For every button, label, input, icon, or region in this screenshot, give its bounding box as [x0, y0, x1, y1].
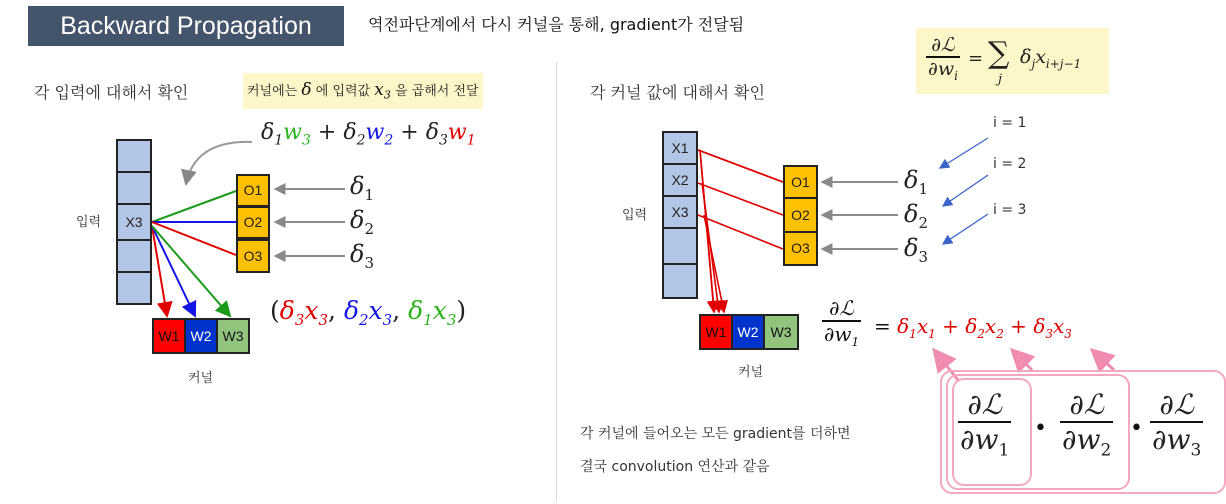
i-label-3: i = 3	[993, 202, 1027, 218]
left-input-cell	[116, 271, 152, 305]
right-input-x2: X2	[662, 163, 698, 197]
conclusion-line-1: 각 커널에 들어오는 모든 gradient를 더하면	[580, 426, 851, 442]
kernel-note: 커널에는 δ 에 입력값 $x_3$ 을 곱해서 전달	[243, 73, 483, 109]
weighted-sum-expression: $\delta_1w_3 + \delta_2w_2 + \delta_3w_1$	[261, 120, 476, 149]
right-delta-2: $\delta_2$	[904, 200, 928, 232]
left-heading: 각 입력에 대해서 확인	[34, 83, 189, 102]
left-input-cell	[116, 139, 152, 173]
general-gradient-formula: $\frac{\text{∂ℒ}}{\partial w_i}$ = ∑ j $\delta_jx_{i+j-1}$	[916, 28, 1109, 94]
left-input-label: 입력	[76, 215, 102, 230]
right-kernel-w2: W2	[731, 314, 765, 350]
left-delta-2: $\delta_2$	[350, 206, 374, 238]
dot-1: •	[1034, 416, 1047, 441]
grad-w1: $\frac{\text{∂ℒ}}{\partial w_1}$	[960, 388, 1010, 461]
right-input-x3: X3	[662, 195, 698, 229]
grad-w3: $\frac{\text{∂ℒ}}{\partial w_3}$	[1152, 388, 1202, 461]
right-kernel-w1: W1	[699, 314, 733, 350]
right-input-x1: X1	[662, 131, 698, 165]
i-label-1: i = 1	[993, 115, 1027, 131]
right-input-label: 입력	[622, 208, 648, 223]
left-kernel-w3: W3	[216, 318, 250, 354]
right-delta-3: $\delta_3$	[904, 234, 928, 266]
grad-w2: $\frac{\text{∂ℒ}}{\partial w_2}$	[1062, 388, 1112, 461]
i-label-2: i = 2	[993, 156, 1027, 172]
dot-2: •	[1130, 416, 1143, 441]
left-kernel-w2: W2	[184, 318, 218, 354]
left-delta-1: $\delta_1$	[350, 172, 374, 204]
right-delta-1: $\delta_1$	[904, 166, 928, 198]
left-output-o1: O1	[236, 174, 270, 207]
right-input-cell	[662, 227, 698, 265]
dl-dw1-sum: = $\delta_1x_1 + \delta_2x_2 + \delta_3x_3$	[874, 314, 1072, 341]
right-input-cell	[662, 263, 698, 299]
slide-subtitle: 역전파단계에서 다시 커널을 통해, gradient가 전달됨	[368, 15, 745, 34]
left-input-cell	[116, 239, 152, 273]
left-output-o3: O3	[236, 239, 270, 273]
right-kernel-w3: W3	[763, 314, 799, 350]
right-output-o2: O2	[783, 197, 818, 233]
slide-title: Backward Propagation	[28, 6, 344, 46]
conclusion-line-2: 결국 convolution 연산과 같음	[580, 459, 770, 475]
left-kernel-w1: W1	[152, 318, 186, 354]
right-kernel-label: 커널	[738, 365, 764, 380]
left-delta-3: $\delta_3$	[350, 240, 374, 272]
left-kernel-label: 커널	[188, 371, 214, 386]
right-output-o3: O3	[783, 231, 818, 266]
left-input-cell-x3: X3	[116, 203, 152, 241]
left-output-o2: O2	[236, 206, 270, 239]
gradient-tuple: ($\delta_3x_3$, $\delta_2x_3$, $\delta_1x_3$)	[270, 296, 467, 329]
right-heading: 각 커널 값에 대해서 확인	[590, 83, 765, 102]
right-output-o1: O1	[783, 165, 818, 199]
left-input-cell	[116, 171, 152, 205]
dl-dw1-expression: $\frac{\text{∂ℒ}}{\partial w_1}$	[824, 296, 860, 349]
